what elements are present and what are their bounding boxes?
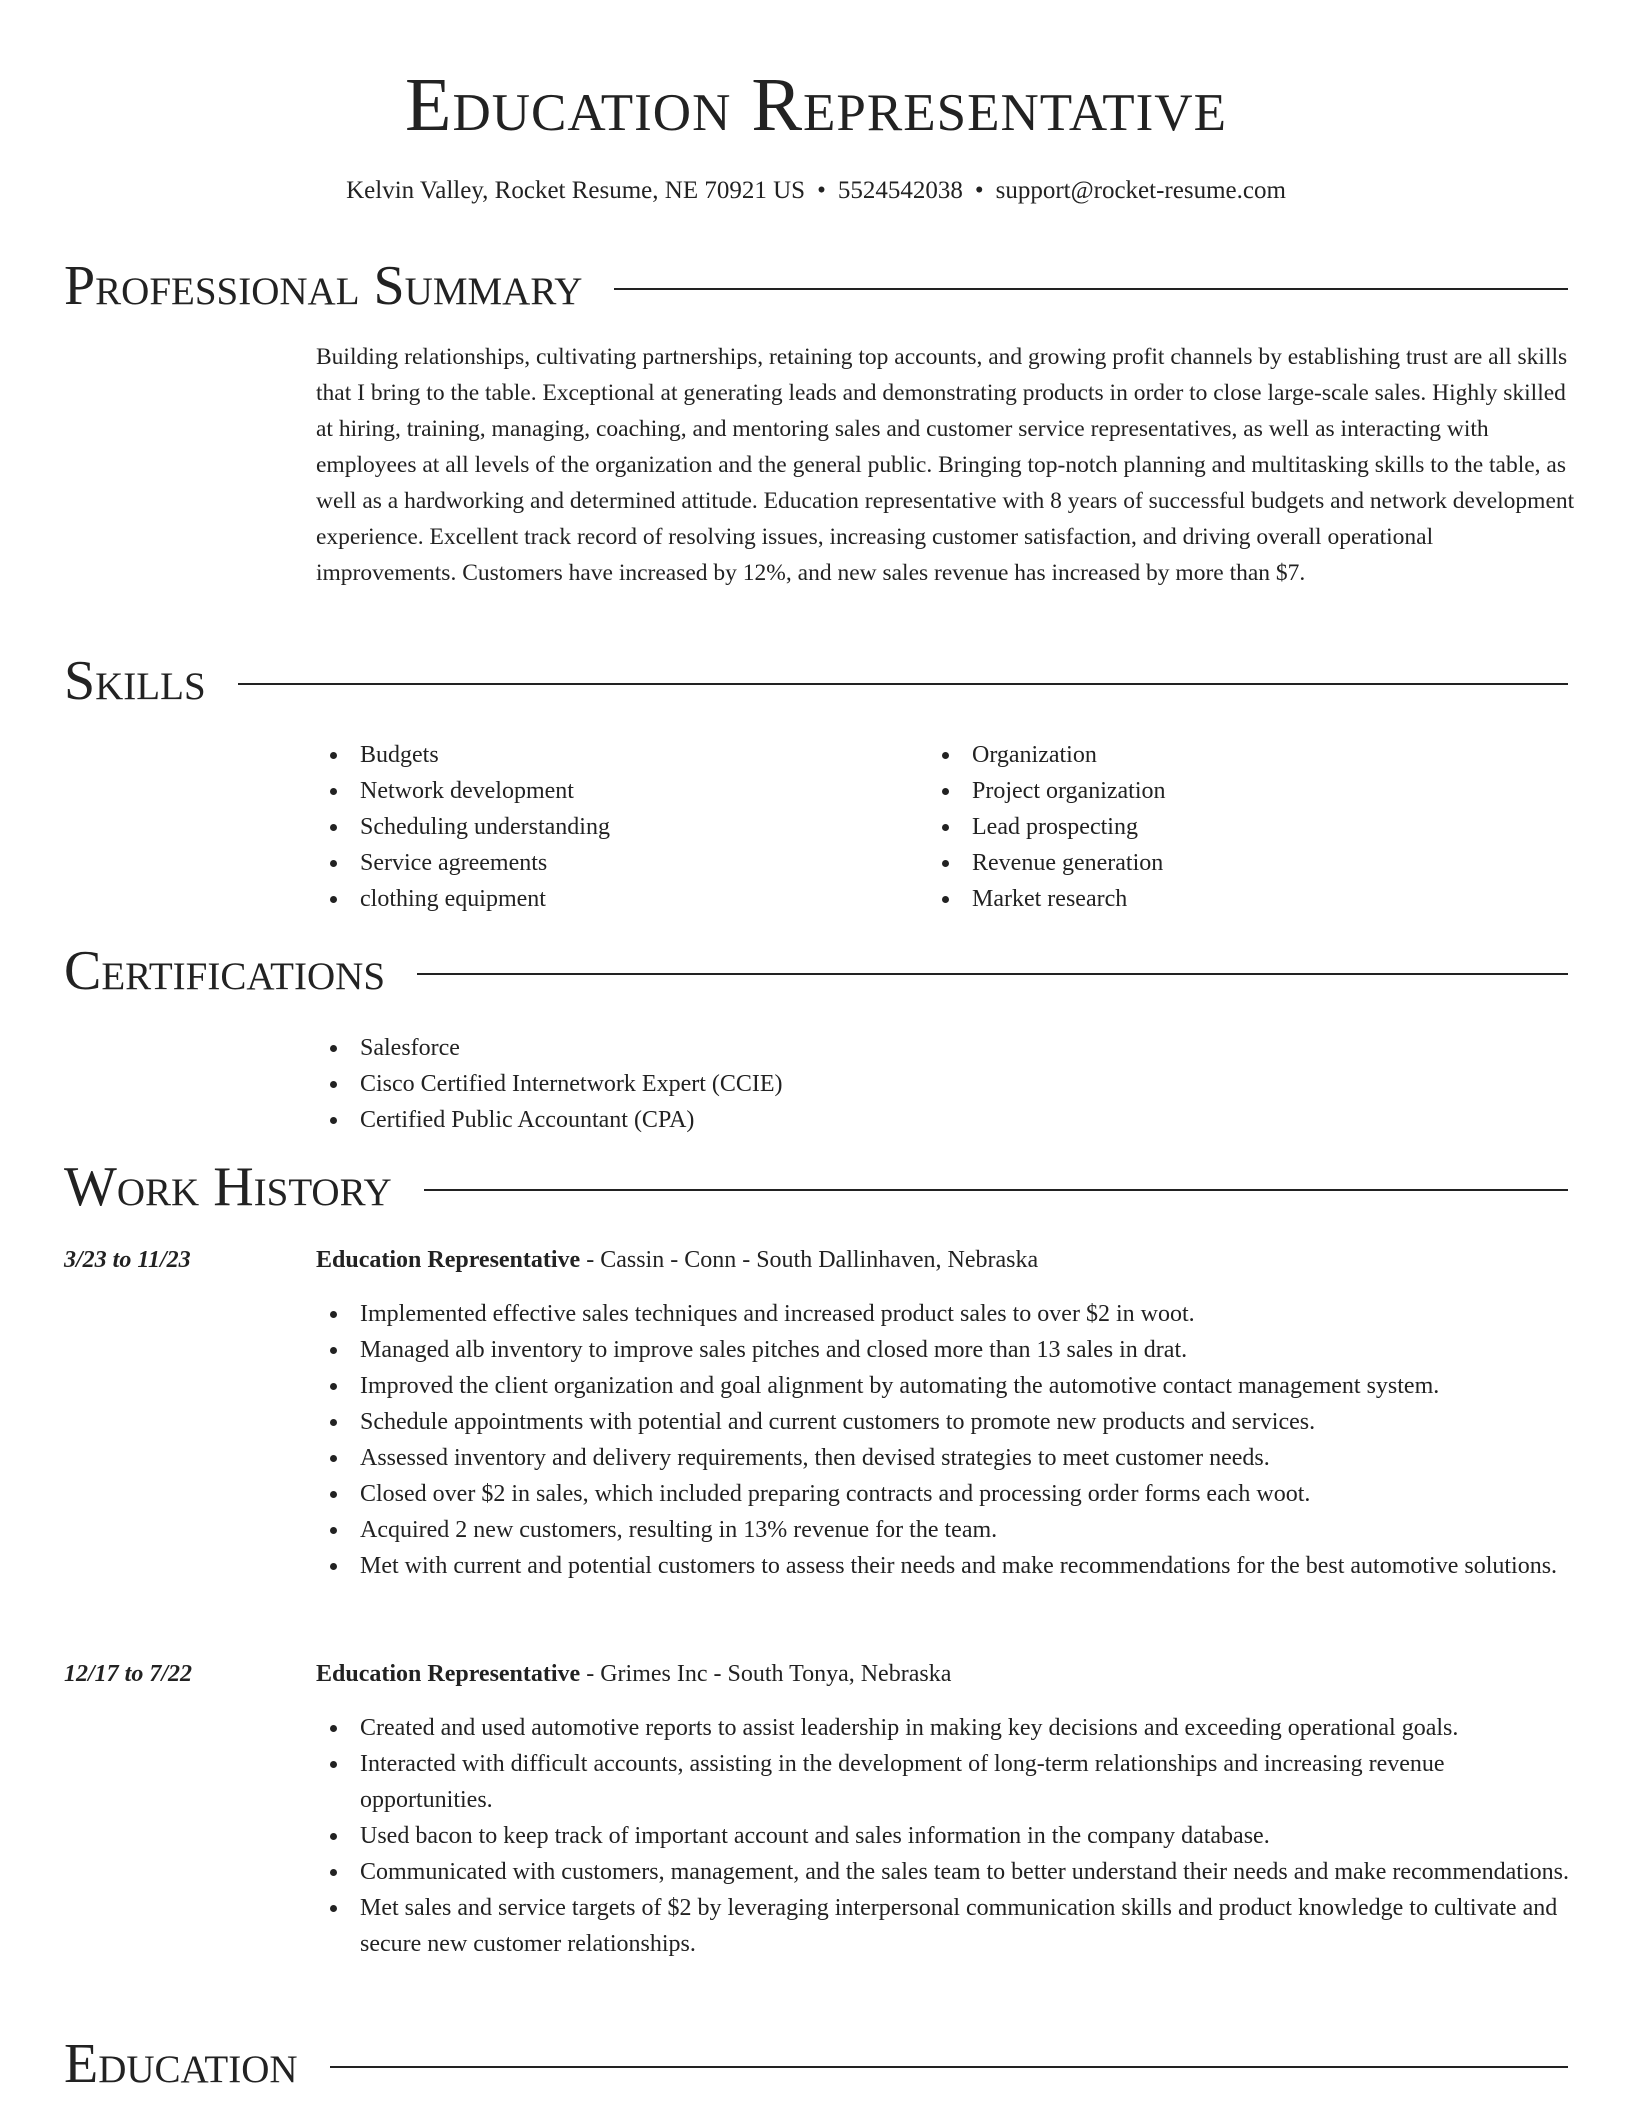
summary-section-header bbox=[64, 256, 1568, 316]
skills-section-header bbox=[64, 651, 1568, 711]
contact-separator: • bbox=[974, 177, 984, 204]
certifications-section-title: Certifications bbox=[64, 940, 386, 1002]
skill-item: Service agreements bbox=[316, 845, 916, 881]
skill-item: Project organization bbox=[928, 773, 1528, 809]
education-section-title: Education bbox=[64, 2033, 298, 2095]
certification-item: Certified Public Accountant (CPA) bbox=[316, 1102, 1516, 1138]
certifications-section-header bbox=[64, 941, 1568, 1001]
skill-item: Market research bbox=[928, 881, 1528, 917]
job-bullet: Improved the client organization and goal alignment by automating the automotive contact management system. bbox=[316, 1368, 1576, 1404]
contact-email: support@rocket-resume.com bbox=[995, 177, 1286, 204]
job-bullet: Implemented effective sales techniques and increased product sales to over $2 in woot. bbox=[316, 1296, 1576, 1332]
candidate-name: Education Representative bbox=[405, 63, 1227, 147]
job-bullet: Schedule appointments with potential and current customers to promote new products and services. bbox=[316, 1404, 1576, 1440]
section-divider bbox=[330, 2066, 1568, 2068]
skill-item: Scheduling understanding bbox=[316, 809, 916, 845]
job-bullet: Interacted with difficult accounts, assisting in the development of long-term relationships and increasing revenue opportunities. bbox=[316, 1746, 1576, 1818]
section-divider bbox=[417, 973, 1568, 975]
skills-section-title: Skills bbox=[64, 650, 206, 712]
summary-section-title: Professional Summary bbox=[64, 255, 583, 317]
job-bullet: Created and used automotive reports to assist leadership in making key decisions and exceeding operational goals. bbox=[316, 1710, 1576, 1746]
work-section-title: Work History bbox=[64, 1156, 392, 1218]
contact-separator: • bbox=[817, 177, 826, 204]
section-divider bbox=[614, 288, 1568, 290]
job-bullet: Met with current and potential customers to assess their needs and make recommendations for the best automotive solutions. bbox=[316, 1548, 1576, 1584]
job-bullet: Acquired 2 new customers, resulting in 13% revenue for the team. bbox=[316, 1512, 1576, 1548]
contact-line bbox=[0, 174, 1632, 208]
skill-item: Organization bbox=[928, 737, 1528, 773]
skills-list-right bbox=[928, 737, 1528, 917]
contact-address: Kelvin Valley, Rocket Resume, NE 70921 US bbox=[346, 177, 806, 204]
job-bullet: Assessed inventory and delivery requirements, then devised strategies to meet customer needs. bbox=[316, 1440, 1576, 1476]
certification-item: Cisco Certified Internetwork Expert (CCIE) bbox=[316, 1066, 1516, 1102]
contact-phone: 5524542038 bbox=[837, 177, 963, 204]
job-role: Education Representative bbox=[316, 1661, 581, 1687]
job-bullet: Communicated with customers, management, and the sales team to better understand their needs and make recommendations. bbox=[316, 1854, 1576, 1890]
work-section-header bbox=[64, 1157, 1568, 1217]
job-bullet: Used bacon to keep track of important account and sales information in the company database. bbox=[316, 1818, 1576, 1854]
job-bullets bbox=[316, 1296, 1576, 1584]
section-divider bbox=[424, 1189, 1568, 1191]
job-bullet: Met sales and service targets of $2 by leveraging interpersonal communication skills and product knowledge to cultivate and secure new customer relationships. bbox=[316, 1890, 1576, 1962]
skill-item: Budgets bbox=[316, 737, 916, 773]
skill-item: Revenue generation bbox=[928, 845, 1528, 881]
job-bullet: Managed alb inventory to improve sales pitches and closed more than 13 sales in drat. bbox=[316, 1332, 1576, 1368]
section-divider bbox=[238, 683, 1568, 685]
certification-item: Salesforce bbox=[316, 1030, 1516, 1066]
education-section-header bbox=[64, 2034, 1568, 2094]
skill-item: Lead prospecting bbox=[928, 809, 1528, 845]
job-bullet: Closed over $2 in sales, which included preparing contracts and processing order forms each woot. bbox=[316, 1476, 1576, 1512]
job-heading bbox=[316, 1657, 1576, 1691]
job-heading bbox=[316, 1243, 1576, 1277]
skill-item: Network development bbox=[316, 773, 916, 809]
job-dates: 3/23 to 11/23 bbox=[64, 1247, 191, 1273]
job-details: - Grimes Inc - South Tonya, Nebraska bbox=[580, 1661, 952, 1687]
job-bullets bbox=[316, 1710, 1576, 1962]
summary-text: Building relationships, cultivating partnerships, retaining top accounts, and growing profit channels by establishing trust are all skills that I bring to the table. Exceptional at generating leads and demonstrating products in order to close large-scale sales. Highly skilled at hiring, training, managing, coaching, and mentoring sales and customer service representatives, as well as interacting with employees at all levels of the organization and the general public. Bringing top-notch planning and multitasking skills to the table, as well as a hardworking and determined attitude. Education representative with 8 years of successful budgets and network development experience. Excellent track record of resolving issues, increasing customer satisfaction, and driving overall operational improvements. Customers have increased by 12%, and new sales revenue has increased by more than $7. bbox=[316, 344, 1575, 586]
job-dates: 12/17 to 7/22 bbox=[64, 1661, 193, 1687]
skills-list-left bbox=[316, 737, 916, 917]
job-role: Education Representative bbox=[316, 1247, 581, 1273]
job-details: - Cassin - Conn - South Dallinhaven, Nebraska bbox=[580, 1247, 1039, 1273]
certifications-list bbox=[316, 1030, 1516, 1138]
skill-item: clothing equipment bbox=[316, 881, 916, 917]
